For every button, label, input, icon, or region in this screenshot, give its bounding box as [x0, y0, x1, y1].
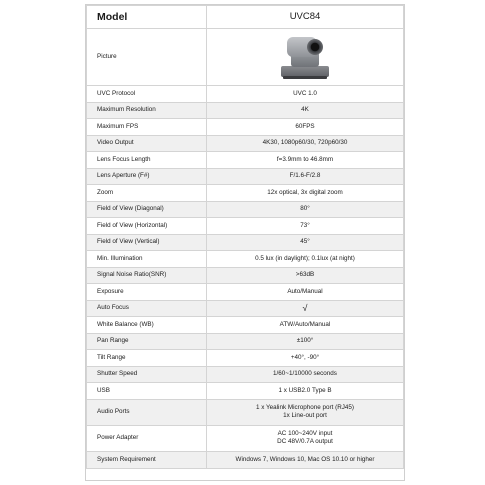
row-value: 4K [207, 102, 404, 119]
table-row [87, 152, 404, 169]
auto-focus-check-icon: √ [207, 300, 404, 317]
row-label: Pan Range [87, 333, 207, 350]
row-label: Maximum Resolution [87, 102, 207, 119]
row-label: Field of View (Horizontal) [87, 218, 207, 235]
row-value: 4K30, 1080p60/30, 720p60/30 [207, 135, 404, 152]
row-label: Auto Focus [87, 300, 207, 317]
table-row [87, 383, 404, 400]
spec-table [86, 5, 404, 469]
row-label: Lens Focus Length [87, 152, 207, 169]
table-row [87, 251, 404, 268]
table-row [87, 300, 404, 317]
table-row [87, 366, 404, 383]
table-row [87, 333, 404, 350]
row-label: Zoom [87, 185, 207, 202]
row-label: White Balance (WB) [87, 317, 207, 334]
table-row [87, 284, 404, 301]
table-row [87, 102, 404, 119]
row-value: UVC 1.0 [207, 86, 404, 103]
row-value-line1: 1 x Yealink Microphone port (RJ45) [255, 404, 354, 412]
camera-product-image [275, 33, 335, 81]
row-value: 1/60~1/10000 seconds [207, 366, 404, 383]
header-model-label: Model [87, 6, 207, 29]
table-row [87, 201, 404, 218]
row-value: 80° [207, 201, 404, 218]
row-label: Exposure [87, 284, 207, 301]
row-label: Maximum FPS [87, 119, 207, 136]
row-label: System Requirement [87, 451, 207, 468]
row-value: 73° [207, 218, 404, 235]
table-row [87, 317, 404, 334]
row-label: Power Adapter [87, 425, 207, 451]
row-label: Video Output [87, 135, 207, 152]
table-row [87, 135, 404, 152]
row-label: Min. Illumination [87, 251, 207, 268]
row-label: Shutter Speed [87, 366, 207, 383]
row-value-line1: AC 100~240V input [277, 430, 333, 438]
row-value: f=3.9mm to 46.8mm [207, 152, 404, 169]
row-value-line2: DC 48V/0.7A output [277, 438, 333, 445]
row-label: Tilt Range [87, 350, 207, 367]
table-header-row [87, 6, 404, 29]
row-value: >63dB [207, 267, 404, 284]
spec-sheet [85, 4, 405, 481]
row-value: 60FPS [207, 119, 404, 136]
table-row [87, 350, 404, 367]
row-label: Picture [87, 29, 207, 86]
row-value: ATW/Auto/Manual [207, 317, 404, 334]
row-label: Signal Noise Ratio(SNR) [87, 267, 207, 284]
row-label: USB [87, 383, 207, 400]
row-value: 45° [207, 234, 404, 251]
table-row-picture [87, 29, 404, 86]
row-label: UVC Protocol [87, 86, 207, 103]
row-value: Windows 7, Windows 10, Mac OS 10.10 or higher [207, 451, 404, 468]
row-value: F/1.6-F/2.8 [207, 168, 404, 185]
table-row [87, 185, 404, 202]
row-value: 0.5 lux (in daylight); 0.1lux (at night) [207, 251, 404, 268]
row-value: Auto/Manual [207, 284, 404, 301]
table-row [87, 399, 404, 425]
table-row [87, 451, 404, 468]
row-value: 1 x USB2.0 Type B [207, 383, 404, 400]
table-row [87, 168, 404, 185]
row-value: ±100° [207, 333, 404, 350]
table-row [87, 267, 404, 284]
header-model-value: UVC84 [207, 6, 404, 29]
row-label: Field of View (Diagonal) [87, 201, 207, 218]
row-value: +40°, -90° [207, 350, 404, 367]
row-label: Field of View (Vertical) [87, 234, 207, 251]
table-row [87, 119, 404, 136]
table-row [87, 425, 404, 451]
table-row [87, 218, 404, 235]
table-row [87, 86, 404, 103]
row-label: Lens Aperture (F#) [87, 168, 207, 185]
row-label: Audio Ports [87, 399, 207, 425]
row-value: 12x optical, 3x digital zoom [207, 185, 404, 202]
table-row [87, 234, 404, 251]
row-value-line2: 1x Line-out port [283, 412, 327, 419]
